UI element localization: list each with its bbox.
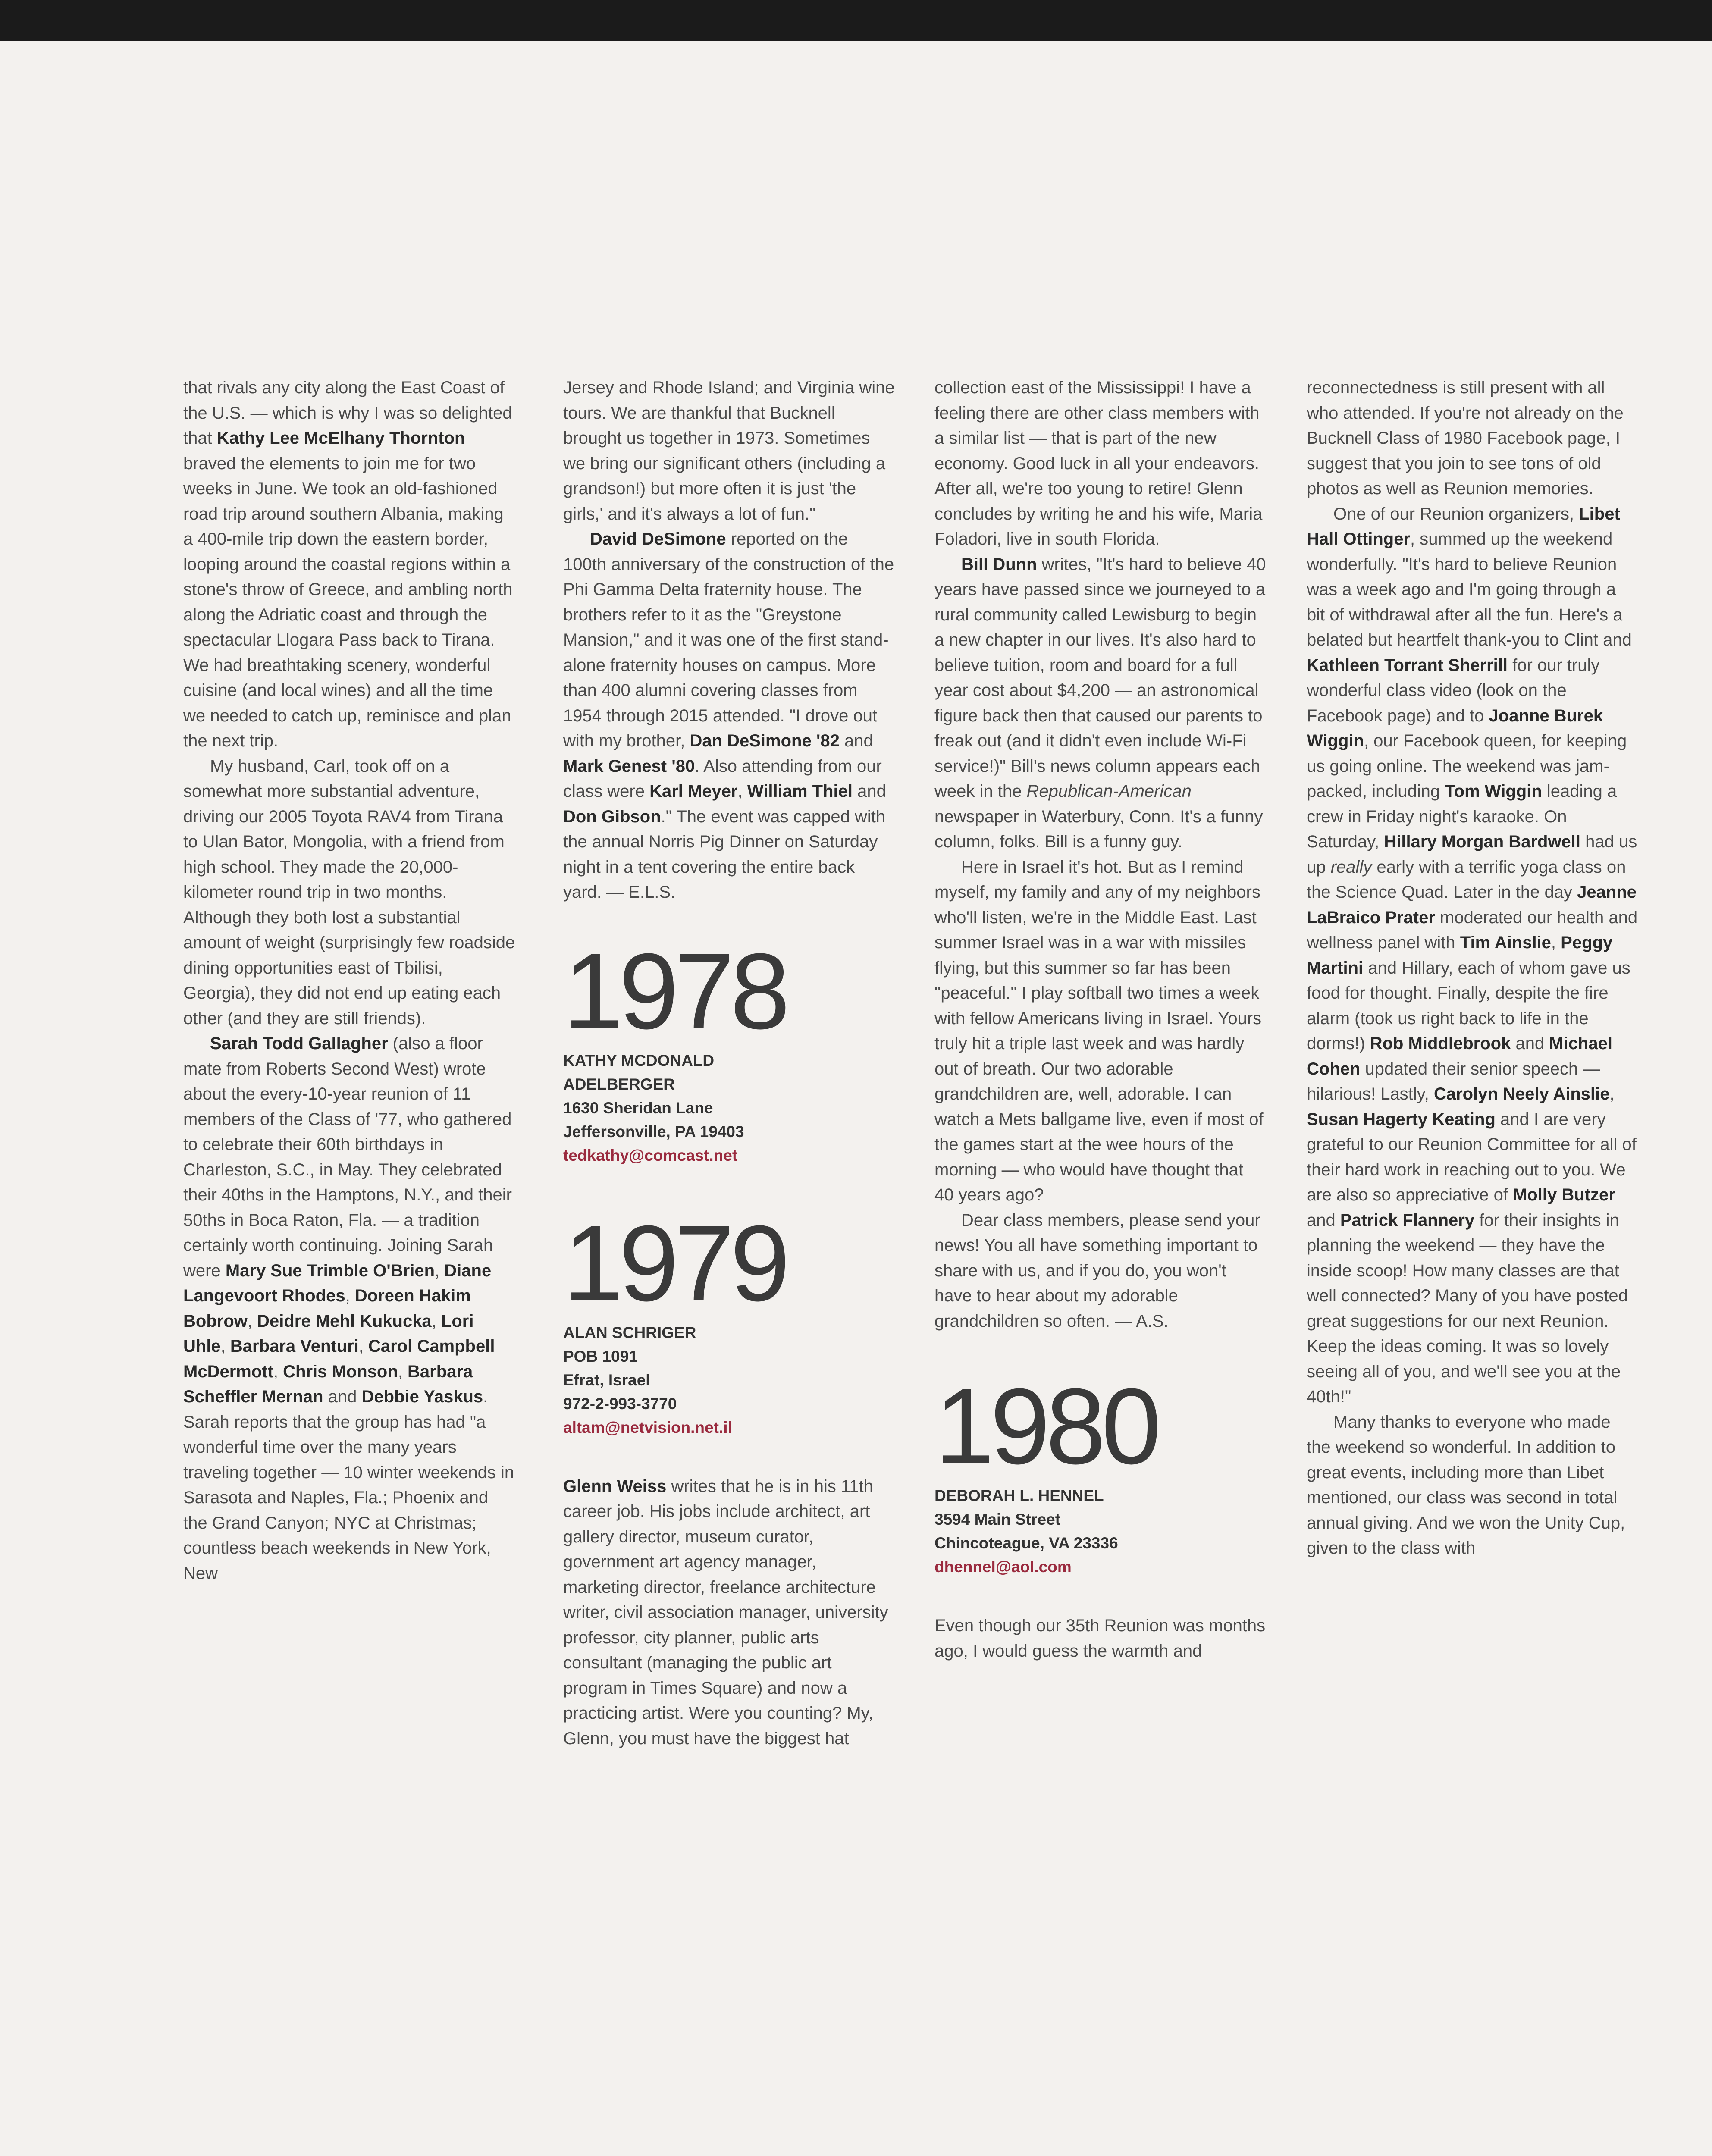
correspondent-address: 1630 Sheridan Lane	[563, 1099, 713, 1117]
paragraph: David DeSimone reported on the 100th anniversary of the construction of the Phi Gamma Delta fraternity house. The brothers refer to it as the "Greystone Mansion," and it was one of the first stand-alone fraternity houses on campus. More than 400 alumni covering classes from 1954 through 2015 attended. "I drove out with my brother, Dan DeSimone '82 and Mark Genest '80. Also attending from our class were Karl Meyer, William Thiel and Don Gibson." The event was capped with the annual Norris Pig Dinner on Saturday night in a tent covering the entire back yard. — E.L.S.	[563, 530, 894, 902]
paragraph: that rivals any city along the East Coast of the U.S. — which is why I was so delighted that Kathy Lee McElhany Thornton braved the elements to join me for two weeks in June. We took an old-fashioned road trip around southern Albania, making a 400-mile trip down the eastern border, looping around the coastal regions within a stone's throw of Greece, and ambling north along the Adriatic coast and through the spectacular Llogara Pass back to Tirana. We had breathtaking scenery, wonderful cuisine (and local wines) and all the time we needed to catch up, reminisce and plan the next trip.	[183, 378, 513, 750]
newspaper-title: Republican-American	[1026, 782, 1192, 801]
correspondent-city: Jeffersonville, PA 19403	[563, 1122, 744, 1141]
classmate-name: Tom Wiggin	[1445, 782, 1542, 801]
column-1	[183, 375, 515, 1586]
classmate-name: Chris Monson	[283, 1362, 398, 1381]
classmate-name: Glenn Weiss	[563, 1476, 667, 1496]
correspondent-email[interactable]: dhennel@aol.com	[934, 1558, 1072, 1576]
classmate-name: William Thiel	[747, 782, 853, 801]
classmate-name: Sarah Todd Gallagher	[210, 1034, 388, 1053]
classmate-name: Peggy Martini	[1307, 933, 1613, 978]
classmate-name: Karl Meyer	[649, 782, 738, 801]
classmate-name: Barbara Venturi	[230, 1337, 359, 1356]
classmate-name: Susan Hagerty Keating	[1307, 1109, 1496, 1129]
classmate-name: Joanne Burek Wiggin	[1307, 706, 1603, 750]
correspondent-address: POB 1091	[563, 1347, 638, 1365]
paragraph: Dear class members, please send your news! You all have something important to share with us, and if you do, you won't have to hear about my adorable grandchildren so often. — A.S.	[934, 1210, 1260, 1331]
class-year-heading: 1980	[934, 1366, 1157, 1486]
classmate-name: David DeSimone	[590, 530, 726, 548]
class-correspondent-block	[563, 1049, 895, 1167]
class-correspondent-block	[934, 1484, 1267, 1579]
classmate-name: Lori Uhle	[183, 1311, 474, 1356]
classmate-name: Kathleen Torrant Sherrill	[1307, 655, 1508, 675]
classmate-name: Hillary Morgan Bardwell	[1384, 832, 1581, 851]
spacer	[934, 1579, 1267, 1613]
classmate-name: Carolyn Neely Ainslie	[1433, 1084, 1610, 1103]
correspondent-name: DEBORAH L. HENNEL	[934, 1487, 1104, 1504]
column-3	[934, 375, 1267, 1664]
correspondent-email[interactable]: altam@netvision.net.il	[563, 1418, 732, 1436]
classmate-name: Deidre Mehl Kukucka	[257, 1311, 432, 1331]
classmate-name: Tim Ainslie	[1460, 933, 1551, 952]
class-year-heading: 1978	[563, 931, 786, 1051]
column-4	[1307, 375, 1639, 1561]
classmate-name: Jeanne LaBraico Prater	[1307, 883, 1637, 927]
classmate-name: Rob Middlebrook	[1370, 1034, 1511, 1053]
classmate-name: Bill Dunn	[961, 555, 1037, 574]
class-correspondent-block	[563, 1321, 895, 1439]
classmate-name: Doreen Hakim Bobrow	[183, 1286, 471, 1331]
paragraph: My husband, Carl, took off on a somewhat more substantial adventure, driving our 2005 Toyota RAV4 from Tirana to Ulan Bator, Mongolia, with a friend from high school. They made the 20,000-kilometer round trip in two months. Although they both lost a substantial amount of weight (surprisingly few roadside dining opportunities east of Tbilisi, Georgia), they did not end up eating each other (and they are still friends).	[183, 756, 515, 1028]
paragraph: reconnectedness is still present with all who attended. If you're not already on the Bucknell Class of 1980 Facebook page, I suggest that you join to see tons of old photos as well as Reunion memories.	[1307, 378, 1624, 498]
classmate-name: Debbie Yaskus	[361, 1387, 483, 1406]
classmate-name: Barbara Scheffler Mernan	[183, 1362, 473, 1406]
paragraph: Jersey and Rhode Island; and Virginia wine tours. We are thankful that Bucknell brought us together in 1973. Sometimes we bring our significant others (including a grandson!) but more often it is just 'the girls,' and it's always a lot of fun."	[563, 378, 895, 523]
paragraph: Here in Israel it's hot. But as I remind myself, my family and any of my neighbors who'll listen, we're in the Middle East. Last summer Israel was in a war with missiles flying, but this summer so far has been "peaceful." I play softball two times a week with fellow Americans living in Israel. Yours truly hit a triple last week and was hardly out of breath. Our two adorable grandchildren are, well, adorable. I can watch a Mets ballgame live, even if most of the games start at the wee hours of the morning — who would have thought that 40 years ago?	[934, 857, 1264, 1204]
classmate-name: Kathy Lee McElhany Thornton	[216, 429, 465, 448]
paragraph: Bill Dunn writes, "It's hard to believe 40 years have passed since we journeyed to a rural community called Lewisburg to begin a new chapter in our lives. It's also hard to believe tuition, room and board for a full year cost about $4,200 — an astronomical figure back then that caused our parents to freak out (and it didn't even include Wi-Fi service!)" Bill's news column appears each week in the Republican-American newspaper in Waterbury, Conn. It's a funny column, folks. Bill is a funny guy.	[934, 555, 1266, 851]
classmate-name: Diane Langevoort Rhodes	[183, 1261, 492, 1305]
spacer	[563, 1439, 895, 1474]
classmate-name: Michael Cohen	[1307, 1034, 1613, 1078]
correspondent-email[interactable]: tedkathy@comcast.net	[563, 1146, 738, 1164]
paragraph: Sarah Todd Gallagher (also a floor mate from Roberts Second West) wrote about the every-10-year reunion of 11 members of the Class of '77, who gathered to celebrate their 60th birthdays in Charleston, S.C., in May. They celebrated their 40ths in the Hamptons, N.Y., and their 50ths in Boca Raton, Fla. — a tradition certainly worth continuing. Joining Sarah were Mary Sue Trimble O'Brien, Diane Langevoort Rhodes, Doreen Hakim Bobrow, Deidre Mehl Kukucka, Lori Uhle, Barbara Venturi, Carol Campbell McDermott, Chris Monson, Barbara Scheffler Mernan and Debbie Yaskus. Sarah reports that the group has had "a wonderful time over the many years traveling together — 10 winter weekends in Sarasota and Naples, Fla.; Phoenix and the Grand Canyon; NYC at Christmas; countless beach weekends in New York, New	[183, 1034, 514, 1583]
paragraph: collection east of the Mississippi! I have a feeling there are other class members with a similar list — that is part of the new economy. Good luck in all your endeavors. After all, we're too young to retire! Glenn concludes by writing he and his wife, Maria Foladori, live in south Florida.	[934, 378, 1263, 548]
classmate-name: Mary Sue Trimble O'Brien	[225, 1261, 435, 1280]
correspondent-name: ALAN SCHRIGER	[563, 1323, 696, 1341]
column-2	[563, 375, 895, 1751]
classmate-name: Mark Genest '80	[563, 756, 695, 776]
paragraph: Glenn Weiss writes that he is in his 11th career job. His jobs include architect, art gallery director, museum curator, government art agency manager, marketing director, freelance architecture writer, civil association manager, university professor, city planner, public arts consultant (managing the public art program in Times Square) and now a practicing artist. Were you counting? My, Glenn, you must have the biggest hat	[563, 1476, 888, 1748]
correspondent-name: KATHY MCDONALD	[563, 1051, 715, 1069]
emphasis: really	[1330, 857, 1372, 877]
paragraph: Even though our 35th Reunion was months ago, I would guess the warmth and	[934, 1616, 1266, 1661]
classmate-name: Patrick Flannery	[1340, 1210, 1475, 1230]
classmate-name: Dan DeSimone '82	[690, 731, 840, 750]
correspondent-city: Chincoteague, VA 23336	[934, 1534, 1118, 1552]
paragraph: Many thanks to everyone who made the weekend so wonderful. In addition to great events, including more than Libet mentioned, our class was second in total annual giving. And we won the Unity Cup, given to the class with	[1307, 1412, 1625, 1557]
correspondent-name: ADELBERGER	[563, 1075, 675, 1093]
correspondent-city: Efrat, Israel	[563, 1371, 650, 1389]
correspondent-address: 3594 Main Street	[934, 1510, 1061, 1528]
classmate-name: Libet Hall Ottinger	[1307, 504, 1620, 548]
class-year-heading: 1979	[563, 1203, 786, 1323]
classmate-name: Molly Butzer	[1513, 1185, 1615, 1204]
classmate-name: Don Gibson	[563, 807, 661, 826]
paragraph: One of our Reunion organizers, Libet Hall Ottinger, summed up the weekend wonderfully. "It's hard to believe Reunion was a week ago and I'm going through a bit of withdrawal after all the fun. Here's a belated but heartfelt thank-you to Clint and Kathleen Torrant Sherrill for our truly wonderful class video (look on the Facebook page) and to Joanne Burek Wiggin, our Facebook queen, for keeping us going online. The weekend was jam-packed, including Tom Wiggin leading a crew in Friday night's karaoke. On Saturday, Hillary Morgan Bardwell had us up really early with a terrific yoga class on the Science Quad. Later in the day Jeanne LaBraico Prater moderated our health and wellness panel with Tim Ainslie, Peggy Martini and Hillary, each of whom gave us food for thought. Finally, despite the fire alarm (took us right back to life in the dorms!) Rob Middlebrook and Michael Cohen updated their senior speech — hilarious! Lastly, Carolyn Neely Ainslie, Susan Hagerty Keating and I are very grateful to our Reunion Committee for all of their hard work in reaching out to you. We are also so appreciative of Molly Butzer and Patrick Flannery for their insights in planning the weekend — they have the inside scoop! How many classes are that well connected? Many of you have posted great suggestions for our next Reunion. Keep the ideas coming. It was so lovely seeing all of you, and we'll see you at the 40th!"	[1307, 504, 1638, 1406]
magazine-page	[0, 41, 1712, 2156]
correspondent-phone: 972-2-993-3770	[563, 1395, 677, 1413]
classmate-name: Carol Campbell McDermott	[183, 1337, 495, 1381]
